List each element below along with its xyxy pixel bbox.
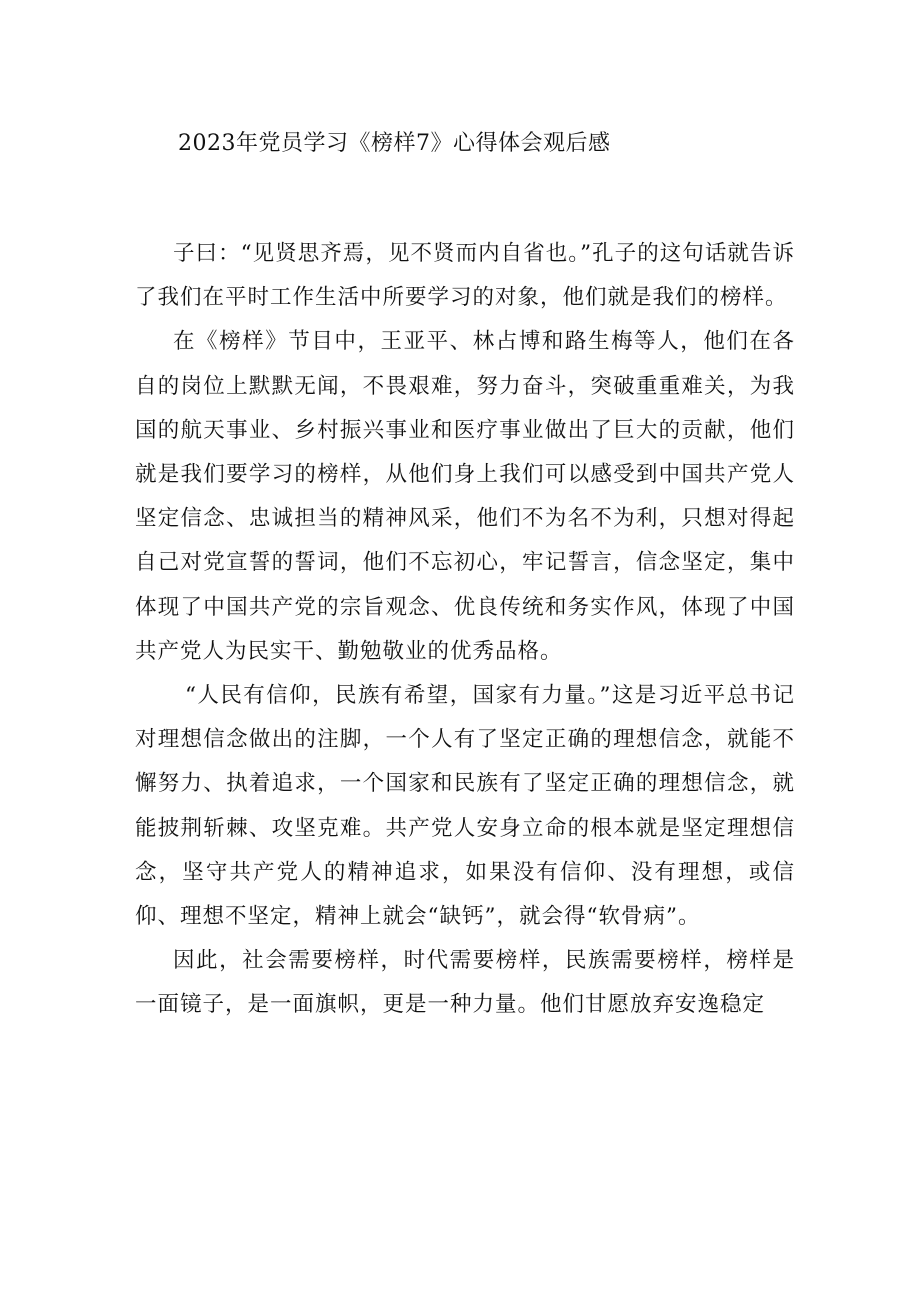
paragraph-1: 子曰：“见贤思齐焉，见不贤而内自省也。”孔子的这句话就告诉了我们在平时工作生活中所要学习的对象，他们就是我们的榜样。 bbox=[135, 241, 795, 311]
document-title: 2023年党员学习《榜样7》心得体会观后感 bbox=[178, 131, 611, 156]
paragraph-2: 在《榜样》节目中，王亚平、林占博和路生梅等人，他们在各自的岗位上默默无闻，不畏艰难，努力奋斗，突破重重难关，为我国的航天事业、乡村振兴事业和医疗事业做出了巨大的贡献，他们就是我们要学习的榜样，从他们身上我们可以感受到中国共产党人坚定信念、忠诚担当的精神风采，他们不为名不为利，只想对得起自己对党宣誓的誓词，他们不忘初心，牢记誓言，信念坚定，集中体现了中国共产党的宗旨观念、优良传统和务实作风，体现了中国共产党人为民实干、勤勉敬业的优秀品格。 bbox=[135, 329, 795, 664]
paragraph-3: “人民有信仰，民族有希望，国家有力量。”这是习近平总书记对理想信念做出的注脚，一个人有了坚定正确的理想信念，就能不懈努力、执着追求，一个国家和民族有了坚定正确的理想信念，就能披荆斩棘、攻坚克难。共产党人安身立命的根本就是坚定理想信念，坚守共产党人的精神追求，如果没有信仰、没有理想，或信仰、理想不坚定，精神上就会“缺钙”，就会得“软骨病”。 bbox=[135, 683, 795, 930]
paragraph-4: 因此，社会需要榜样，时代需要榜样，民族需要榜样，榜样是一面镜子，是一面旗帜，更是一种力量。他们甘愿放弃安逸稳定 bbox=[135, 948, 795, 1018]
document-body bbox=[135, 232, 795, 1028]
